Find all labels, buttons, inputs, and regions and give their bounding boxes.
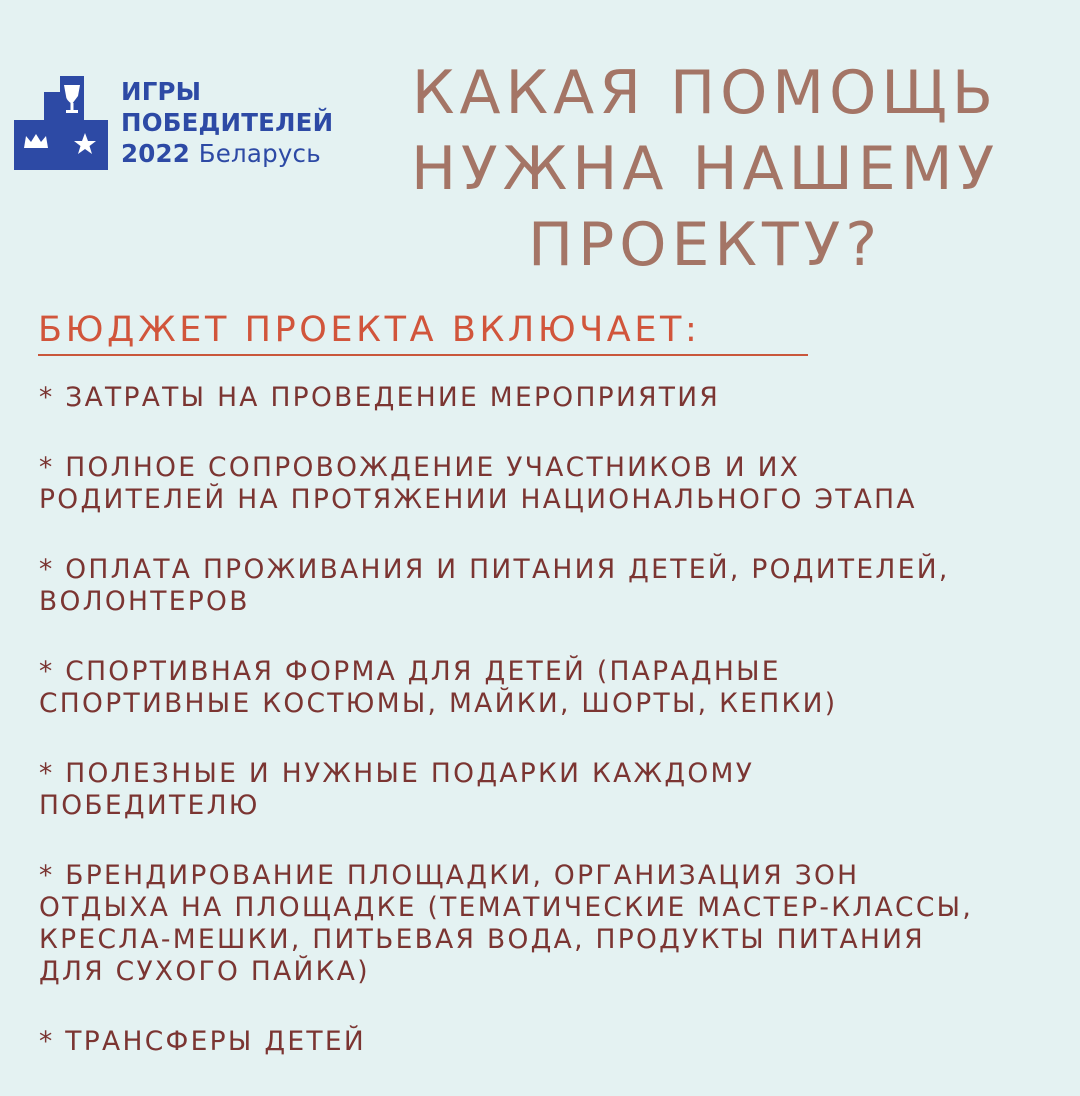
list-item-line: ДЛЯ СУХОГО ПАЙКА): [39, 956, 370, 987]
budget-list: [39, 382, 1069, 1096]
list-item-line: * ОПЛАТА ПРОЖИВАНИЯ И ПИТАНИЯ ДЕТЕЙ, РОДИТЕЛЕЙ,: [39, 554, 950, 585]
logo-line-3: [121, 138, 333, 169]
section-heading: БЮДЖЕТ ПРОЕКТА ВКЛЮЧАЕТ:: [38, 310, 701, 350]
headline-line-2: НУЖНА НАШЕМУ: [410, 134, 1000, 204]
logo: [14, 76, 364, 171]
logo-country: Беларусь: [198, 139, 321, 168]
list-item-line: * ТРАНСФЕРЫ ДЕТЕЙ: [39, 1026, 367, 1057]
list-item-line: * ЗАТРАТЫ НА ПРОВЕДЕНИЕ МЕРОПРИЯТИЯ: [39, 382, 721, 413]
headline-line-1: КАКАЯ ПОМОЩЬ: [411, 58, 999, 128]
heading-underline: [38, 354, 808, 356]
list-item: [39, 1026, 1069, 1058]
logo-line-2: ПОБЕДИТЕЛЕЙ: [121, 108, 334, 137]
list-item-line: ПОБЕДИТЕЛЮ: [39, 790, 260, 821]
list-item-line: РОДИТЕЛЕЙ НА ПРОТЯЖЕНИИ НАЦИОНАЛЬНОГО ЭТАПА: [39, 484, 917, 515]
list-item-line: ОТДЫХА НА ПЛОЩАДКЕ (ТЕМАТИЧЕСКИЕ МАСТЕР-КЛАССЫ,: [39, 892, 974, 923]
list-item-line: * БРЕНДИРОВАНИЕ ПЛОЩАДКИ, ОРГАНИЗАЦИЯ ЗОН: [39, 860, 860, 891]
list-item: [39, 656, 1069, 720]
list-item-line: ВОЛОНТЕРОВ: [39, 586, 250, 617]
podium-icon: [14, 76, 114, 171]
list-item-line: КРЕСЛА-МЕШКИ, ПИТЬЕВАЯ ВОДА, ПРОДУКТЫ ПИТАНИЯ: [39, 924, 925, 955]
list-item: [39, 758, 1069, 822]
list-item: [39, 382, 1069, 414]
page-title: [385, 55, 1025, 283]
headline-line-3: ПРОЕКТУ?: [527, 210, 883, 280]
list-item-line: СПОРТИВНЫЕ КОСТЮМЫ, МАЙКИ, ШОРТЫ, КЕПКИ): [39, 688, 838, 719]
list-item-line: * ПОЛНОЕ СОПРОВОЖДЕНИЕ УЧАСТНИКОВ И ИХ: [39, 452, 801, 483]
logo-year: 2022: [121, 139, 190, 168]
logo-wordmark: [121, 76, 333, 169]
list-item: [39, 452, 1069, 516]
list-item: [39, 554, 1069, 618]
list-item-line: * ПОЛЕЗНЫЕ И НУЖНЫЕ ПОДАРКИ КАЖДОМУ: [39, 758, 755, 789]
logo-line-1: ИГРЫ: [121, 77, 202, 106]
list-item-line: * СПОРТИВНАЯ ФОРМА ДЛЯ ДЕТЕЙ (ПАРАДНЫЕ: [39, 656, 781, 687]
list-item: [39, 860, 1069, 988]
